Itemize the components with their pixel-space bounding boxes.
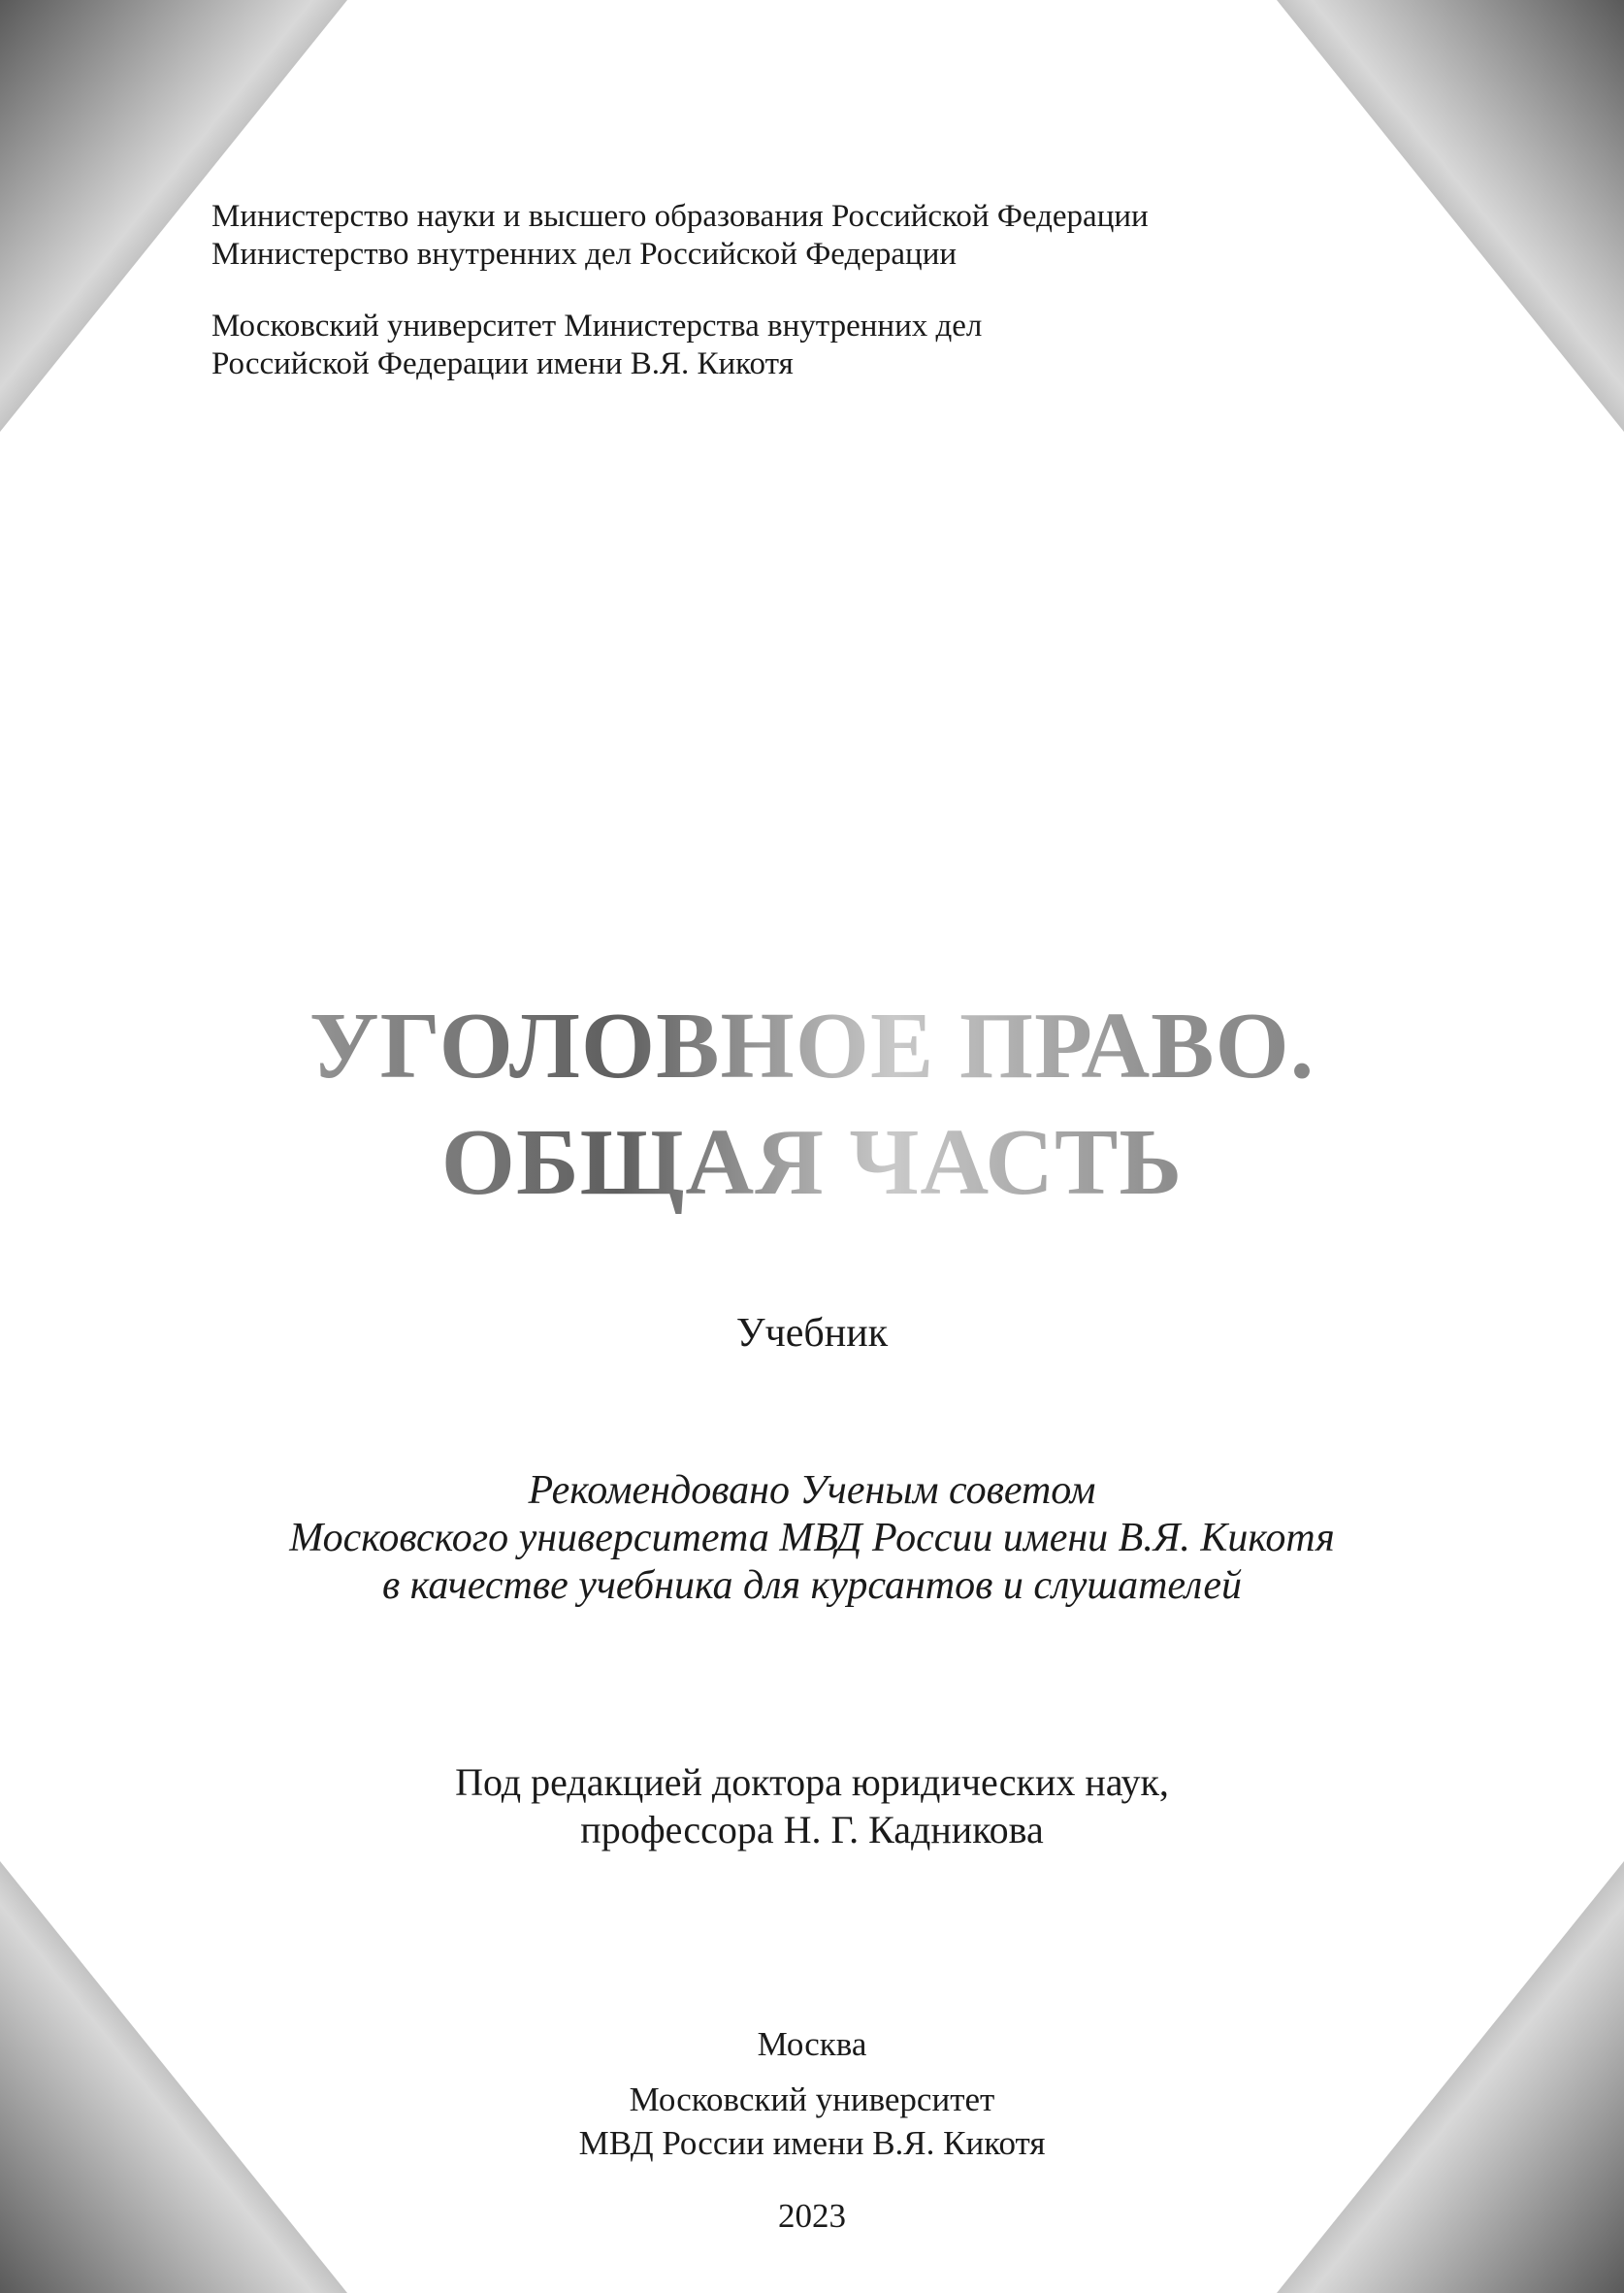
ministry-line-2: Министерство внутренних дел Российской Федерации: [211, 237, 958, 272]
university-line-1: Московский университет Министерства внутренних дел: [211, 309, 983, 344]
issuing-organizations: [211, 198, 1149, 383]
editor-line-1: Под редакцией доктора юридических наук,: [455, 1760, 1169, 1804]
imprint-publisher-line-1: Московский университет: [629, 2080, 995, 2118]
recommendation-statement: [0, 1467, 1624, 1610]
book-title-line-1: УГОЛОВНОЕ ПРАВО.: [0, 988, 1624, 1104]
book-title: [0, 988, 1624, 1221]
imprint-year: 2023: [778, 2197, 846, 2235]
imprint-publisher-line-2: МВД России имени В.Я. Кикотя: [578, 2124, 1046, 2162]
recommendation-line-3: в качестве учебника для курсантов и слушателей: [381, 1563, 1243, 1608]
book-title-line-2: ОБЩАЯ ЧАСТЬ: [0, 1104, 1624, 1221]
corner-top-right: [1277, 0, 1624, 432]
editor-line-2: профессора Н. Г. Кадникова: [580, 1808, 1044, 1851]
editor-credit: [0, 1758, 1624, 1853]
imprint-city: Москва: [757, 2025, 867, 2063]
imprint: [0, 2022, 1624, 2238]
university-line-2: Российской Федерации имени В.Я. Кикотя: [211, 346, 794, 381]
recommendation-line-2: Московского университета МВД России имени В.Я. Кикотя: [289, 1516, 1335, 1560]
book-type: Учебник: [735, 1311, 889, 1356]
ministry-line-1: Министерство науки и высшего образования Российской Федерации: [211, 199, 1149, 234]
recommendation-line-1: Рекомендовано Ученым советом: [528, 1468, 1096, 1513]
